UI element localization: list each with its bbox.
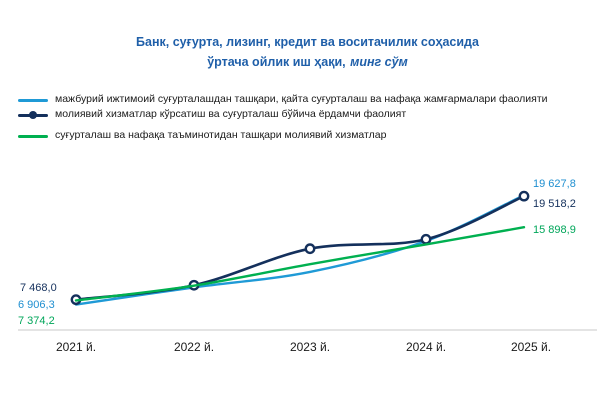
- data-point-marker: [306, 245, 314, 253]
- end-label-blue: 19 627,8: [533, 178, 576, 190]
- x-tick-4: 2025 й.: [510, 340, 552, 354]
- data-point-marker: [422, 235, 430, 243]
- series-line-1: [76, 196, 524, 300]
- series-paths: [72, 192, 528, 305]
- chart-title-line-2-main: ўртача ойлик иш ҳақи,: [207, 54, 346, 69]
- chart-title-line-1: Банк, суғурта, лизинг, кредит ва воситачилик соҳасида: [136, 35, 479, 49]
- start-label-blue: 6 906,3: [18, 299, 55, 311]
- end-label-green: 15 898,9: [533, 224, 576, 236]
- data-point-marker: [520, 192, 528, 200]
- x-axis-tick-labels: [0, 340, 615, 360]
- x-tick-3: 2024 й.: [405, 340, 447, 354]
- legend-label-2: суғурталаш ва нафақа таъминотидан ташқари молиявий хизматлар: [55, 129, 387, 142]
- x-tick-2: 2023 й.: [289, 340, 331, 354]
- legend-label-1: молиявий хизматлар кўрсатиш ва суғурталаш бўйича ёрдамчи фаолият: [55, 108, 407, 121]
- start-label-navy: 7 468,0: [20, 282, 57, 294]
- x-tick-1: 2022 й.: [173, 340, 215, 354]
- x-tick-0: 2021 й.: [55, 340, 97, 354]
- start-label-green: 7 374,2: [18, 315, 55, 327]
- chart-title-units: минг сўм: [350, 54, 408, 69]
- series-line-2: [76, 227, 524, 300]
- end-label-navy: 19 518,2: [533, 198, 576, 210]
- legend-label-0: мажбурий ижтимоий суғурталашдан ташқари, қайта суғурталаш ва нафақа жамғармалари фаолияти: [55, 93, 548, 105]
